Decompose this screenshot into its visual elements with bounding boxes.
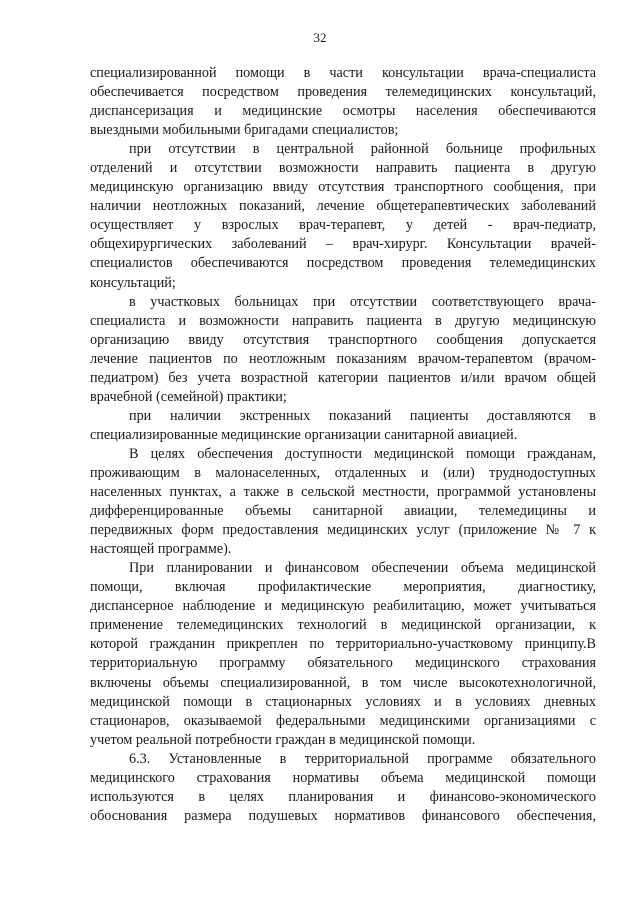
text-line: педиатром) без учета возрастной категории пациентов и/или врачом общей	[90, 369, 596, 386]
paragraph	[90, 140, 596, 292]
text-line: специалистов обеспечиваются посредством проведения телемедицинских	[90, 255, 596, 272]
text-line: диспансерное наблюдение и медицинскую реабилитацию, может учитываться	[90, 598, 596, 615]
text-line: территориальную программу обязательного медицинского страхования	[90, 655, 596, 672]
text-line: включены объемы специализированной, в том числе высокотехнологичной,	[90, 674, 596, 691]
paragraph	[90, 445, 596, 559]
text-line: обеспечивается посредством проведения телемедицинских консультаций,	[90, 84, 596, 101]
text-line: передвижных форм предоставления медицинских услуг (приложение № 7 к	[90, 522, 596, 539]
text-line: осуществляет у взрослых врач-терапевт, у детей - врач-педиатр,	[90, 217, 596, 234]
text-line: общехирургических заболеваний – врач-хирург. Консультации врачей-	[90, 236, 596, 253]
text-line: лечение пациентов по неотложным показаниям врачом-терапевтом (врачом-	[90, 350, 596, 367]
text-line: в участковых больницах при отсутствии соответствующего врача-	[129, 293, 596, 310]
text-line: медицинскую организацию ввиду отсутствия транспортного сообщения, при	[90, 179, 596, 196]
text-line: учетом реальной потребности граждан в медицинской помощи.	[90, 731, 476, 748]
text-line: специализированные медицинские организации санитарной авиацией.	[90, 426, 518, 443]
text-line: медицинской помощи в стационарных условиях и в условиях дневных	[90, 693, 596, 710]
text-line: обоснования размера подушевых нормативов финансового обеспечения,	[90, 807, 596, 824]
text-line: При планировании и финансовом обеспечении объема медицинской	[129, 560, 596, 577]
text-line: 6.3. Установленные в территориальной программе обязательного	[129, 750, 596, 767]
text-line: В целях обеспечения доступности медицинской помощи гражданам,	[129, 445, 596, 462]
text-line: применение телемедицинских технологий в медицинской организации, к	[90, 617, 596, 634]
text-line: выездными мобильными бригадами специалистов;	[90, 122, 399, 139]
text-line: которой гражданин прикреплен по территориально-участковому принципу.В	[90, 636, 596, 653]
paragraph	[90, 750, 596, 826]
text-line: медицинского страхования нормативы объема медицинской помощи	[90, 769, 596, 786]
text-line: используются в целях планирования и финансово-экономического	[90, 788, 596, 805]
text-line: проживающим в малонаселенных, отдаленных и (или) труднодоступных	[90, 464, 596, 481]
text-line: диспансеризация и медицинские осмотры населения обеспечиваются	[90, 103, 596, 120]
page-number: 32	[313, 30, 327, 45]
text-line: стационаров, оказываемой федеральными медицинскими организациями с	[90, 712, 596, 729]
text-line: специализированной помощи в части консультации врача-специалиста	[90, 65, 596, 81]
text-line: консультаций;	[90, 274, 176, 291]
text-line: наличии неотложных показаний, лечение общетерапевтических заболеваний	[90, 198, 596, 215]
text-line: дифференцированные объемы санитарной авиации, телемедицины и	[90, 503, 596, 520]
text-line: при наличии экстренных показаний пациенты доставляются в	[129, 407, 596, 424]
text-line: помощи, включая профилактические мероприятия, диагностику,	[90, 579, 596, 596]
text-line: организацию ввиду отсутствия транспортного сообщения допускается	[90, 331, 596, 348]
text-line: отделений и отсутствии возможности направить пациента в другую	[90, 160, 596, 177]
text-line: врачебной (семейной) практики;	[90, 388, 287, 405]
text-line: специалиста и возможности направить пациента в другую медицинскую	[90, 312, 596, 329]
paragraph	[90, 407, 596, 445]
paragraph	[90, 64, 596, 140]
paragraph	[90, 293, 596, 407]
paragraph	[90, 559, 596, 749]
body-text	[90, 64, 596, 826]
text-line: населенных пунктах, а также в сельской местности, программой установлены	[90, 484, 596, 501]
text-line: настоящей программе).	[90, 541, 232, 558]
text-line: при отсутствии в центральной районной больнице профильных	[129, 141, 596, 158]
